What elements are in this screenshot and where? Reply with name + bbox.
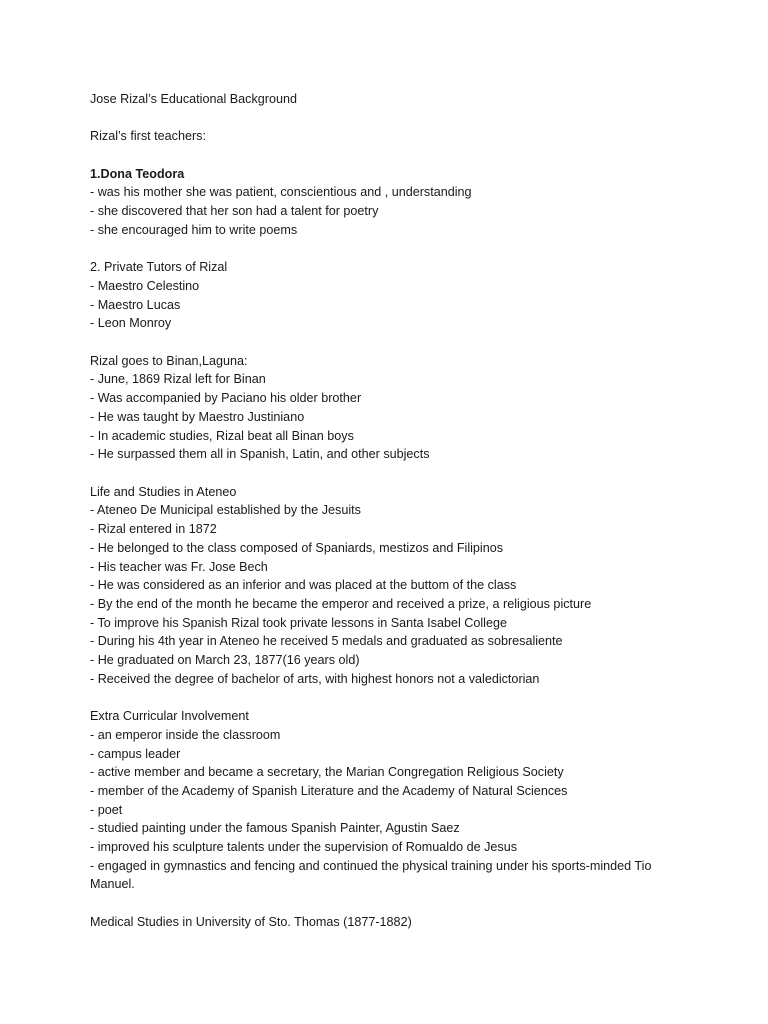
list-item: - He graduated on March 23, 1877(16 years old) [90,653,360,668]
section [90,258,680,333]
section [90,165,680,240]
list-item: - was his mother she was patient, conscientious and , understanding [90,185,472,200]
spacer [90,688,680,707]
list-item: - Ateneo De Municipal established by the Jesuits [90,503,361,518]
list-item: - poet [90,802,123,817]
list-item: - Leon Monroy [90,316,172,331]
section-heading: 1.Dona Teodora [90,166,185,181]
list-item: - Received the degree of bachelor of arts, with highest honors not a valedictorian [90,671,540,686]
section-heading: Rizal goes to Binan,Laguna: [90,353,248,368]
section-heading: Life and Studies in Ateneo [90,484,237,499]
section-heading: Medical Studies in University of Sto. Thomas (1877-1882) [90,914,412,929]
list-item: - His teacher was Fr. Jose Bech [90,559,268,574]
list-item: - Was accompanied by Paciano his older brother [90,391,362,406]
spacer [90,146,680,165]
list-item: - By the end of the month he became the emperor and received a prize, a religious picture [90,596,592,611]
list-item: - improved his sculpture talents under the supervision of Romualdo de Jesus [90,840,518,855]
list-item: - In academic studies, Rizal beat all Binan boys [90,428,354,443]
section-heading: 2. Private Tutors of Rizal [90,260,228,275]
spacer [90,894,680,913]
list-item: - He belonged to the class composed of Spaniards, mestizos and Filipinos [90,540,504,555]
document-title: Jose Rizal’s Educational Background [90,92,297,106]
section [90,913,680,932]
section [90,352,680,464]
section [90,707,680,894]
list-item: - she encouraged him to write poems [90,222,298,237]
list-item: - Maestro Lucas [90,297,181,312]
list-item: - Maestro Celestino [90,278,200,293]
list-item: - an emperor inside the classroom [90,727,281,742]
spacer [90,240,680,259]
section [90,483,680,689]
list-item: - He surpassed them all in Spanish, Latin, and other subjects [90,447,430,462]
list-item: - member of the Academy of Spanish Literature and the Academy of Natural Sciences [90,783,568,798]
list-item: - engaged in gymnastics and fencing and continued the physical training under his sports-minded Tio Manuel. [90,858,655,892]
list-item: - active member and became a secretary, the Marian Congregation Religious Society [90,765,564,780]
spacer [90,333,680,352]
list-item: - He was considered as an inferior and was placed at the buttom of the class [90,578,517,593]
list-item: - Rizal entered in 1872 [90,522,217,537]
section-heading: Extra Curricular Involvement [90,709,249,724]
document-body [90,127,680,931]
section-heading: Rizal’s first teachers: [90,129,206,144]
list-item: - During his 4th year in Ateneo he received 5 medals and graduated as sobresaliente [90,634,563,649]
list-item: - campus leader [90,746,181,761]
document-page [90,90,680,932]
list-item: - studied painting under the famous Spanish Painter, Agustin Saez [90,821,460,836]
list-item: - He was taught by Maestro Justiniano [90,409,305,424]
list-item: - June, 1869 Rizal left for Binan [90,372,266,387]
list-item: - she discovered that her son had a talent for poetry [90,204,379,219]
spacer [90,109,680,128]
section [90,127,680,146]
spacer [90,464,680,483]
list-item: - To improve his Spanish Rizal took private lessons in Santa Isabel College [90,615,507,630]
